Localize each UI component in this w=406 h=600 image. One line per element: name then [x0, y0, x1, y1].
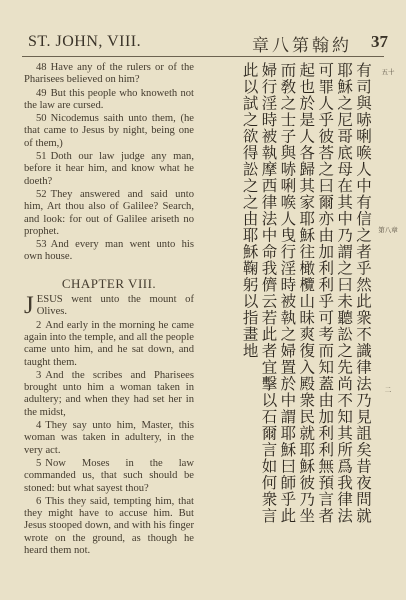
margin-note: 二 — [384, 386, 392, 394]
margin-note: 第八章 — [378, 226, 398, 234]
verse — [24, 320, 194, 369]
verse-number: 49 — [36, 87, 47, 99]
verse-text: Nicodemus saith unto them, (he that came to Jesus by night, being one of them,) — [24, 113, 194, 149]
verse — [24, 88, 194, 113]
verse-text: Doth our law judge any man, before it hear him, and know what he doeth? — [24, 151, 194, 187]
english-column — [24, 62, 194, 586]
verse-number: 48 — [36, 62, 47, 73]
verse-text: Have any of the rulers or of the Pharisees believed on him? — [24, 62, 194, 86]
header-rule — [22, 56, 384, 57]
verse — [24, 370, 194, 419]
verse-number: 4 — [36, 420, 42, 432]
verse-number: 5 — [36, 457, 42, 469]
verse — [24, 151, 194, 188]
margin-note: 五十 — [381, 68, 395, 76]
verse-text: And every man went unto his own house. — [24, 239, 194, 263]
verse — [24, 420, 194, 457]
verse-text: They answered and said unto him, Art thou also of Galilee? Search, and look: for out of Galilee ariseth no prophet. — [24, 188, 194, 237]
verse-text: But this people who knoweth not the law are cursed. — [24, 87, 194, 111]
verse-text: And the scribes and Pharisees brought unto him a woman taken in adultery; and when they had set her in the midst, — [24, 369, 194, 418]
margin-notes — [378, 62, 398, 536]
verse-number: 52 — [36, 188, 47, 200]
chinese-text: 有司與哧唎㗋人中有信之者乎然此衆不識律法乃見詛矣昔夜問就耶穌之尼哥底母在其中乃謂之曰未聽訟之先尚不知其所爲我律法可罪人乎彼荅之曰爾亦由加利利乎可考而知蓋由加利利無預言者起也於是人各歸其家耶穌往橄欖山昧爽復入殿衆民就耶穌彼乃坐而敎之士子與哧唎㗋人曳行淫時被執之婦置於中謂耶穌曰師乎此婦行淫時被執摩西律法中命我儕云若此者宜擊以石爾言如何衆言此以試之欲得訟之之由耶穌鞠躬以指畫地 — [240, 62, 372, 524]
verse-text: Now Moses in the law commanded us, that such should be stoned: but what sayest thou? — [24, 457, 194, 494]
verse-number: 50 — [36, 113, 47, 125]
verse — [24, 239, 194, 264]
page-number: 37 — [371, 32, 388, 51]
chinese-column — [200, 62, 372, 536]
verse — [24, 189, 194, 238]
verse — [24, 458, 194, 495]
chapter-title: CHAPTER VIII. — [61, 275, 157, 291]
verse-number: 51 — [36, 151, 47, 163]
running-head — [14, 30, 392, 56]
verse-text: They say unto him, Master, this woman was taken in adultery, in the very act. — [24, 420, 194, 456]
drop-cap: J — [24, 292, 34, 320]
verse-1-text: ESUS went unto the mount of Olives. — [36, 294, 194, 318]
verse-number: 53 — [36, 239, 47, 251]
verse-number: 6 — [36, 495, 42, 507]
verse — [24, 113, 194, 150]
verse — [24, 496, 194, 557]
verse — [24, 62, 194, 87]
verse-number: 3 — [36, 369, 42, 381]
verse-number: 2 — [36, 319, 42, 331]
verse-text: This they said, tempting him, that they might have to accuse him. But Jesus stooped down, and with his finger wrote on the ground, as though he heard them not. — [24, 495, 194, 556]
verse-text: And early in the morning he came again into the temple, and all the people came unto him, and he sat down, and taught them. — [24, 319, 194, 368]
verse-1 — [24, 294, 194, 319]
book-chapter-heading: ST. JOHN, VIII. — [28, 33, 142, 50]
chinese-heading: 章八第翰約 — [252, 36, 352, 55]
